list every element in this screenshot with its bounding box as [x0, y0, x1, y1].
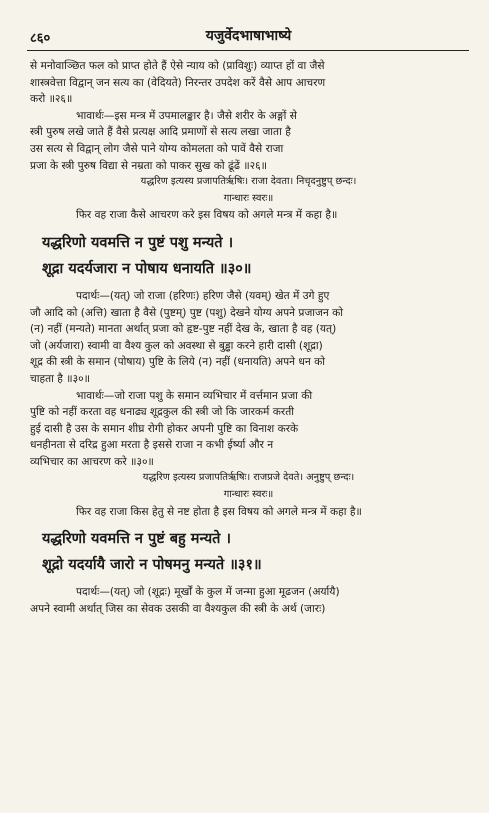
mantra-line: यद्धरिणो यवमत्ति न पुष्टं पशु मन्यते ।	[42, 234, 234, 251]
text-line: यद्धरिण इत्यस्य प्रजापतिर्ऋषिः। राजप्रजे देवते। अनुष्टुप् छन्दः।	[142, 472, 355, 484]
text-line: चाहता है ॥३०॥	[30, 372, 90, 385]
text-line: व्यभिचार का आचरण करे ॥३०॥	[30, 455, 154, 468]
text-line: पुष्टि को नहीं करता वह धनाढ्य शूद्रकुल की स्त्री जो कि जारकर्म करती	[30, 406, 295, 419]
text-line: उस सत्य से विद्वान् लोग जैसे पाने योग्य कोमलता को पावें वैसे राजा	[30, 142, 284, 155]
text-line: अपने स्वामी अर्थात् जिस का सेवक उसकी वा वैश्यकुल की स्त्री के अर्थ (जारः)	[30, 602, 326, 615]
mantra-30	[30, 230, 467, 282]
page-header	[30, 26, 467, 48]
text-line: यद्धरिण इत्यस्य प्रजापतिर्ऋषिः। राजा देवता। निचृदनुष्टुप् छन्दः।	[140, 176, 357, 188]
page-number: ८६०	[30, 31, 51, 46]
text-line: शूद्र की स्त्री के समान (पोषाय) पुष्टि के लिये (न) नहीं (धनायति) अपने धन को	[30, 356, 326, 369]
text-line: भावार्थः—इस मन्त्र में उपमालङ्कार है। जैसे शरीर के अङ्गों से	[76, 109, 297, 122]
text-line: से मनोवाञ्छित फल को प्राप्त होते हैं ऐसे न्याय को (प्राविशुः) व्याप्त हों वा जैसे	[30, 60, 325, 72]
text-line: करो ॥२६॥	[30, 93, 73, 106]
text-line: जौ आदि को (अत्ति) खाता है वैसे (पुष्टम्) पुष्ट (पशु) देखने योग्य अपने प्रजाजन को	[30, 306, 344, 319]
text-block-2	[30, 288, 467, 520]
text-line: प्रजा के स्त्री पुरुष विद्या से नम्रता को पाकर सुख को ढूंढें ॥२६॥	[30, 159, 268, 172]
mantra-line: यद्धरिणो यवमत्ति न पुष्टं बहु मन्यते ।	[42, 531, 231, 548]
text-line: पदार्थः—(यत्) जो राजा (हरिणः) हरिण जैसे (यवम्) खेत में उगे हुए	[76, 289, 330, 302]
mantra-31	[30, 526, 467, 578]
page-title: यजुर्वेदभाषाभाष्ये	[205, 28, 292, 44]
text-line: शास्त्रवेत्ता विद्वान् जन सत्य का (वेदियते) निरन्तर उपदेश करें वैसे आप आचरण	[30, 76, 326, 89]
text-line: भावार्थः—जो राजा पशु के समान व्यभिचार में वर्त्तमान प्रजा की	[76, 389, 313, 402]
header-rule	[27, 50, 469, 51]
text-block-1	[30, 58, 467, 224]
text-block-3	[30, 584, 467, 617]
text-line: (न) नहीं (मन्यते) मानता अर्थात् प्रजा को हृष्ट-पुष्ट नहीं देख के, खाता है वह (यत्)	[30, 323, 337, 336]
text-line: जो (अर्यजारा) स्वामी वा वैश्य कुल को अवस्था से बुड्ढा करने हारी दासी (शूद्रा)	[30, 339, 323, 352]
mantra-line: शूद्रो यदर्यायै जारो न पोषमनु मन्यते ॥३१॥	[42, 557, 262, 574]
text-line: हुई दासी है उस के समान शीघ्र रोगी होकर अपनी पुष्टि का विनाश करके	[30, 422, 299, 435]
text-line: गान्धारः स्वरः॥	[223, 192, 274, 204]
text-line: फिर वह राजा कैसे आचरण करे इस विषय को अगले मन्त्र में कहा है॥	[76, 209, 338, 222]
text-line: स्त्री पुरुष लखे जाते हैं वैसे प्रत्यक्ष आदि प्रमाणों से सत्य लखा जाता है	[30, 126, 291, 139]
text-line: धनहीनता से दरिद्र हुआ मरता है इससे राजा न कभी ईर्ष्या और न	[30, 439, 274, 452]
text-line: गान्धारः स्वरः॥	[223, 489, 274, 501]
text-line: पदार्थः—(यत्) जो (शूद्रः) मूर्खों के कुल में जन्मा हुआ मूढजन (अर्यायै)	[76, 586, 340, 599]
text-line: फिर वह राजा किस हेतु से नष्ट होता है इस विषय को अगले मन्त्र में कहा है॥	[76, 505, 362, 518]
page-body	[30, 58, 467, 617]
mantra-line: शूद्रा यदर्यजारा न पोषाय धनायति ॥३०॥	[42, 260, 252, 277]
